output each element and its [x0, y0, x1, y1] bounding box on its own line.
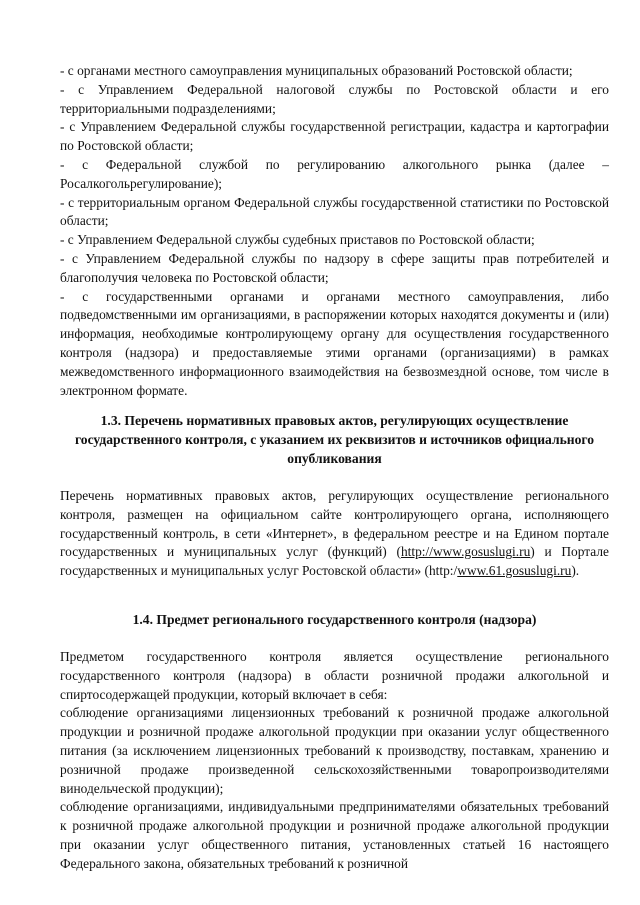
list-item: - с Управлением Федеральной службы государственной регистрации, кадастра и картографии по Ростовской области;	[60, 119, 609, 154]
subject-paragraph: соблюдение организациями лицензионных требований к розничной продаже алкогольной продукции и розничной продаже алкогольной продукции при оказании услуг общественного питания (за исключением лицензионных требований к производству, поставкам, хранению и розничной продаже произведенной сельскохозяйственными товаропроизводителями винодельческой продукции);	[60, 705, 609, 796]
subject-paragraph: соблюдение организациями, индивидуальными предпринимателями обязательных требований к розничной продаже алкогольной продукции и розничной продаже алкогольной продукции при оказании услуг общественного питания, установленных статьей 16 настоящего Федерального закона, обязательных требований к розничной	[60, 799, 609, 871]
section-1-3-heading: 1.3. Перечень нормативных правовых актов, регулирующих осуществление государственного контроля, с указанием их реквизитов и источников официального опубликования	[74, 413, 595, 466]
regulations-text-middle: ) и Портале государственных и муниципальных услуг Ростовской области» (http:/	[60, 544, 609, 579]
regional-gosuslugi-link[interactable]: www.61.gosuslugi.ru	[457, 563, 572, 579]
regulations-text: Перечень нормативных правовых актов, регулирующих осуществление регионального контроля, размещен на официальном сайте контролирующего органа, исполняющего государственный контроль, в сети «Интернет», в федеральном реестре и на Едином портале государственных и муниципальных услуг (функций) (	[60, 488, 609, 560]
list-item: - с органами местного самоуправления муниципальных образований Ростовской области;	[60, 63, 573, 78]
list-item: - с Управлением Федеральной налоговой службы по Ростовской области и его территориальными подразделениями;	[60, 81, 609, 116]
list-item: - с Управлением Федеральной службы по надзору в сфере защиты прав потребителей и благополучия человека по Ростовской области;	[60, 250, 609, 285]
section-1-4-body	[60, 648, 609, 874]
list-item: - с Федеральной службой по регулированию алкогольного рынка (далее – Росалкогольрегулирование);	[60, 156, 609, 191]
list-item: - с Управлением Федеральной службы судебных приставов по Ростовской области;	[60, 232, 535, 248]
list-item: - с государственными органами и органами местного самоуправления, либо подведомственными им организациями, в распоряжении которых находятся документы и (или) информация, необходимые контролирующему органу для осуществления государственного контроля (надзора) и предоставляемые этими органами (организациями) в рамках межведомственного информационного взаимодействия на безвозмездной основе, том числе в электронном формате.	[60, 288, 609, 398]
regulations-paragraph	[60, 487, 609, 581]
section-1-4-heading: 1.4. Предмет регионального государственного контроля (надзора)	[132, 612, 537, 627]
regulations-text-end: ).	[571, 563, 580, 579]
subject-paragraph: Предметом государственного контроля является осуществление регионального государственного контроля (надзора) в области розничной продажи алкогольной и спиртосодержащей продукции, который включает в себя:	[60, 649, 609, 702]
cooperation-list	[60, 62, 609, 400]
gosuslugi-link[interactable]: http://www.gosuslugi.ru	[400, 544, 531, 560]
list-item: - с территориальным органом Федеральной службы государственной статистики по Ростовской области;	[60, 194, 609, 229]
section-1-3-paragraph	[60, 487, 609, 581]
